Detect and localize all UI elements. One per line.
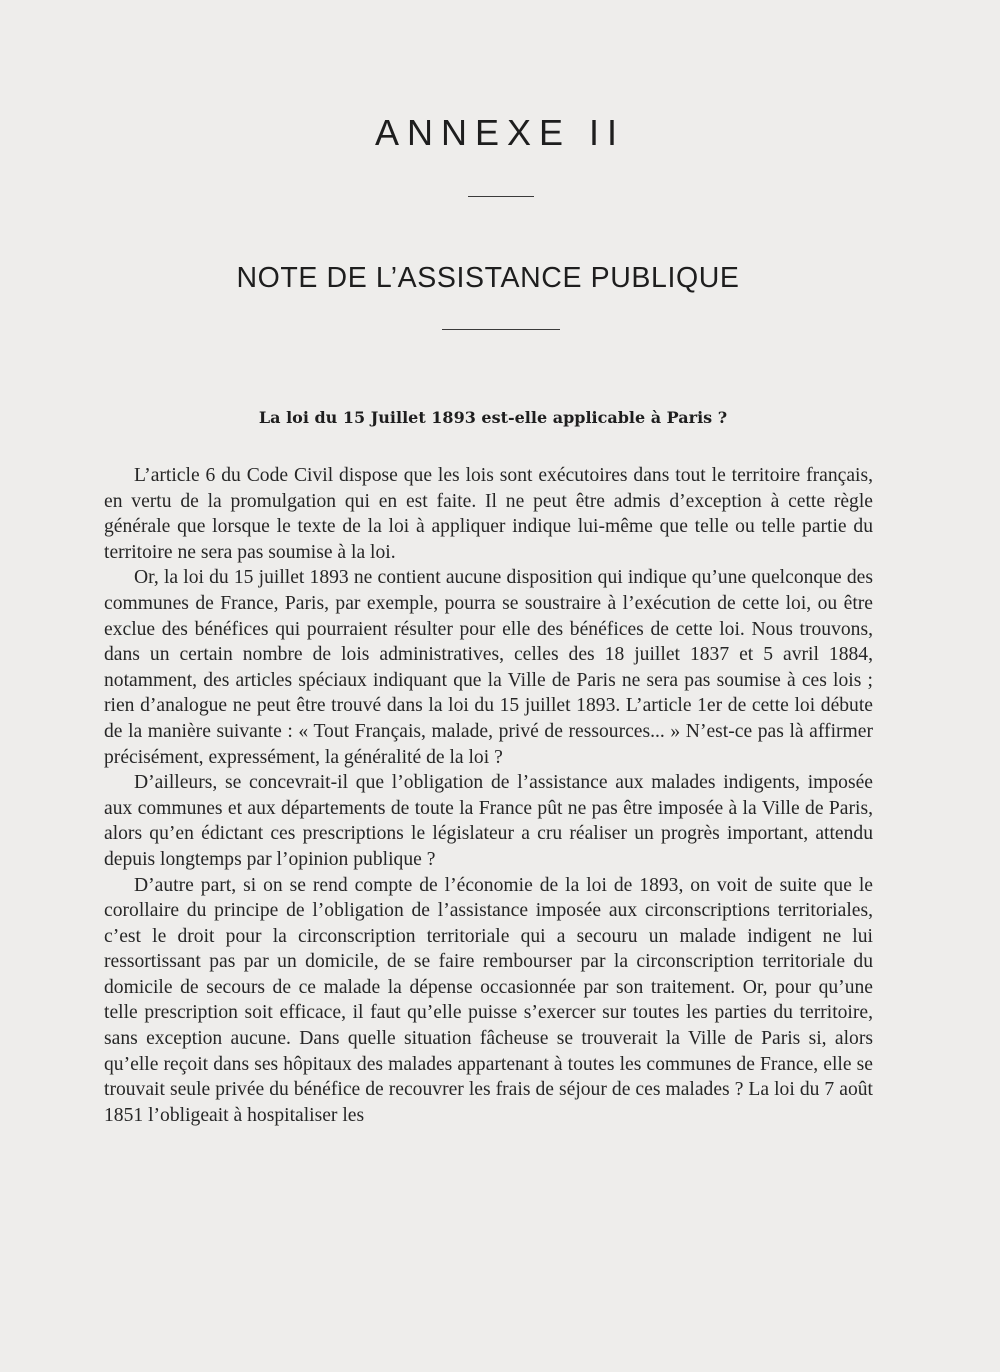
note-title: NOTE DE L’ASSISTANCE PUBLIQUE <box>236 262 740 294</box>
paragraph-3: D’ailleurs, se concevrait-il que l’obligation de l’assistance aux malades indigents, imposée aux communes et aux départements de toute la France pût ne pas être imposée à la Ville de Paris, alors qu’en édictant ces prescriptions le législateur a cru réaliser un progrès important, attendu depuis longtemps par l’opinion publique ? <box>104 772 873 870</box>
body-text <box>104 463 873 1128</box>
paragraph-2: Or, la loi du 15 juillet 1893 ne contient aucune disposition qui indique qu’une quelconque des communes de France, Paris, par exemple, pourra se soustraire à l’exécution de cette loi, ou être exclue des bénéfices qui pourraient résulter pour elle des bénéfices de cette loi. Nous trouvons, dans un certain nombre de lois administratives, celles des 18 juillet 1837 et 5 avril 1884, notamment, des articles spéciaux indiquant que la Ville de Paris ne sera pas soumise à ces lois ; rien d’analogue ne peut être trouvé dans la loi du 15 juillet 1893. L’article 1er de cette loi débute de la manière suivante : « Tout Français, malade, privé de ressources... » N’est-ce pas là affirmer précisément, expressément, la généralité de la loi ? <box>104 567 873 768</box>
paragraph-1: L’article 6 du Code Civil dispose que les lois sont exécutoires dans tout le territoire français, en vertu de la promulgation qui en est faite. Il ne peut être admis d’exception à cette règle générale que lorsque le texte de la loi à appliquer indique lui-même que telle ou telle partie du territoire ne sera pas soumise à la loi. <box>104 465 873 563</box>
annexe-title: ANNEXE II <box>374 112 626 153</box>
subtitle-divider <box>442 329 560 330</box>
title-divider <box>468 196 534 197</box>
paragraph-4: D’autre part, si on se rend compte de l’économie de la loi de 1893, on voit de suite que le corollaire du principe de l’obligation de l’assistance imposée aux circonscriptions territoriales, c’est le droit pour la circonscription territoriale qui a secouru un malade indigent ne lui ressortissant pas par un domicile, de se faire rembourser par la circonscription territoriale du domicile de secours de ce malade la dépense occasionnée par son traitement. Or, pour qu’une telle prescription soit efficace, il faut qu’elle puisse s’exercer sur toutes les parties du territoire, sans exception aucune. Dans quelle situation fâcheuse se trouverait la Ville de Paris si, alors qu’elle reçoit dans ses hôpitaux des malades appartenant à toutes les communes de France, elle se trouvait seule privée du bénéfice de recouvrer les frais de séjour de ces malades ? La loi du 7 août 1851 l’obligeait à hospitaliser les <box>104 874 873 1126</box>
section-question: La loi du 15 Juillet 1893 est-elle applicable à Paris ? <box>258 408 728 427</box>
